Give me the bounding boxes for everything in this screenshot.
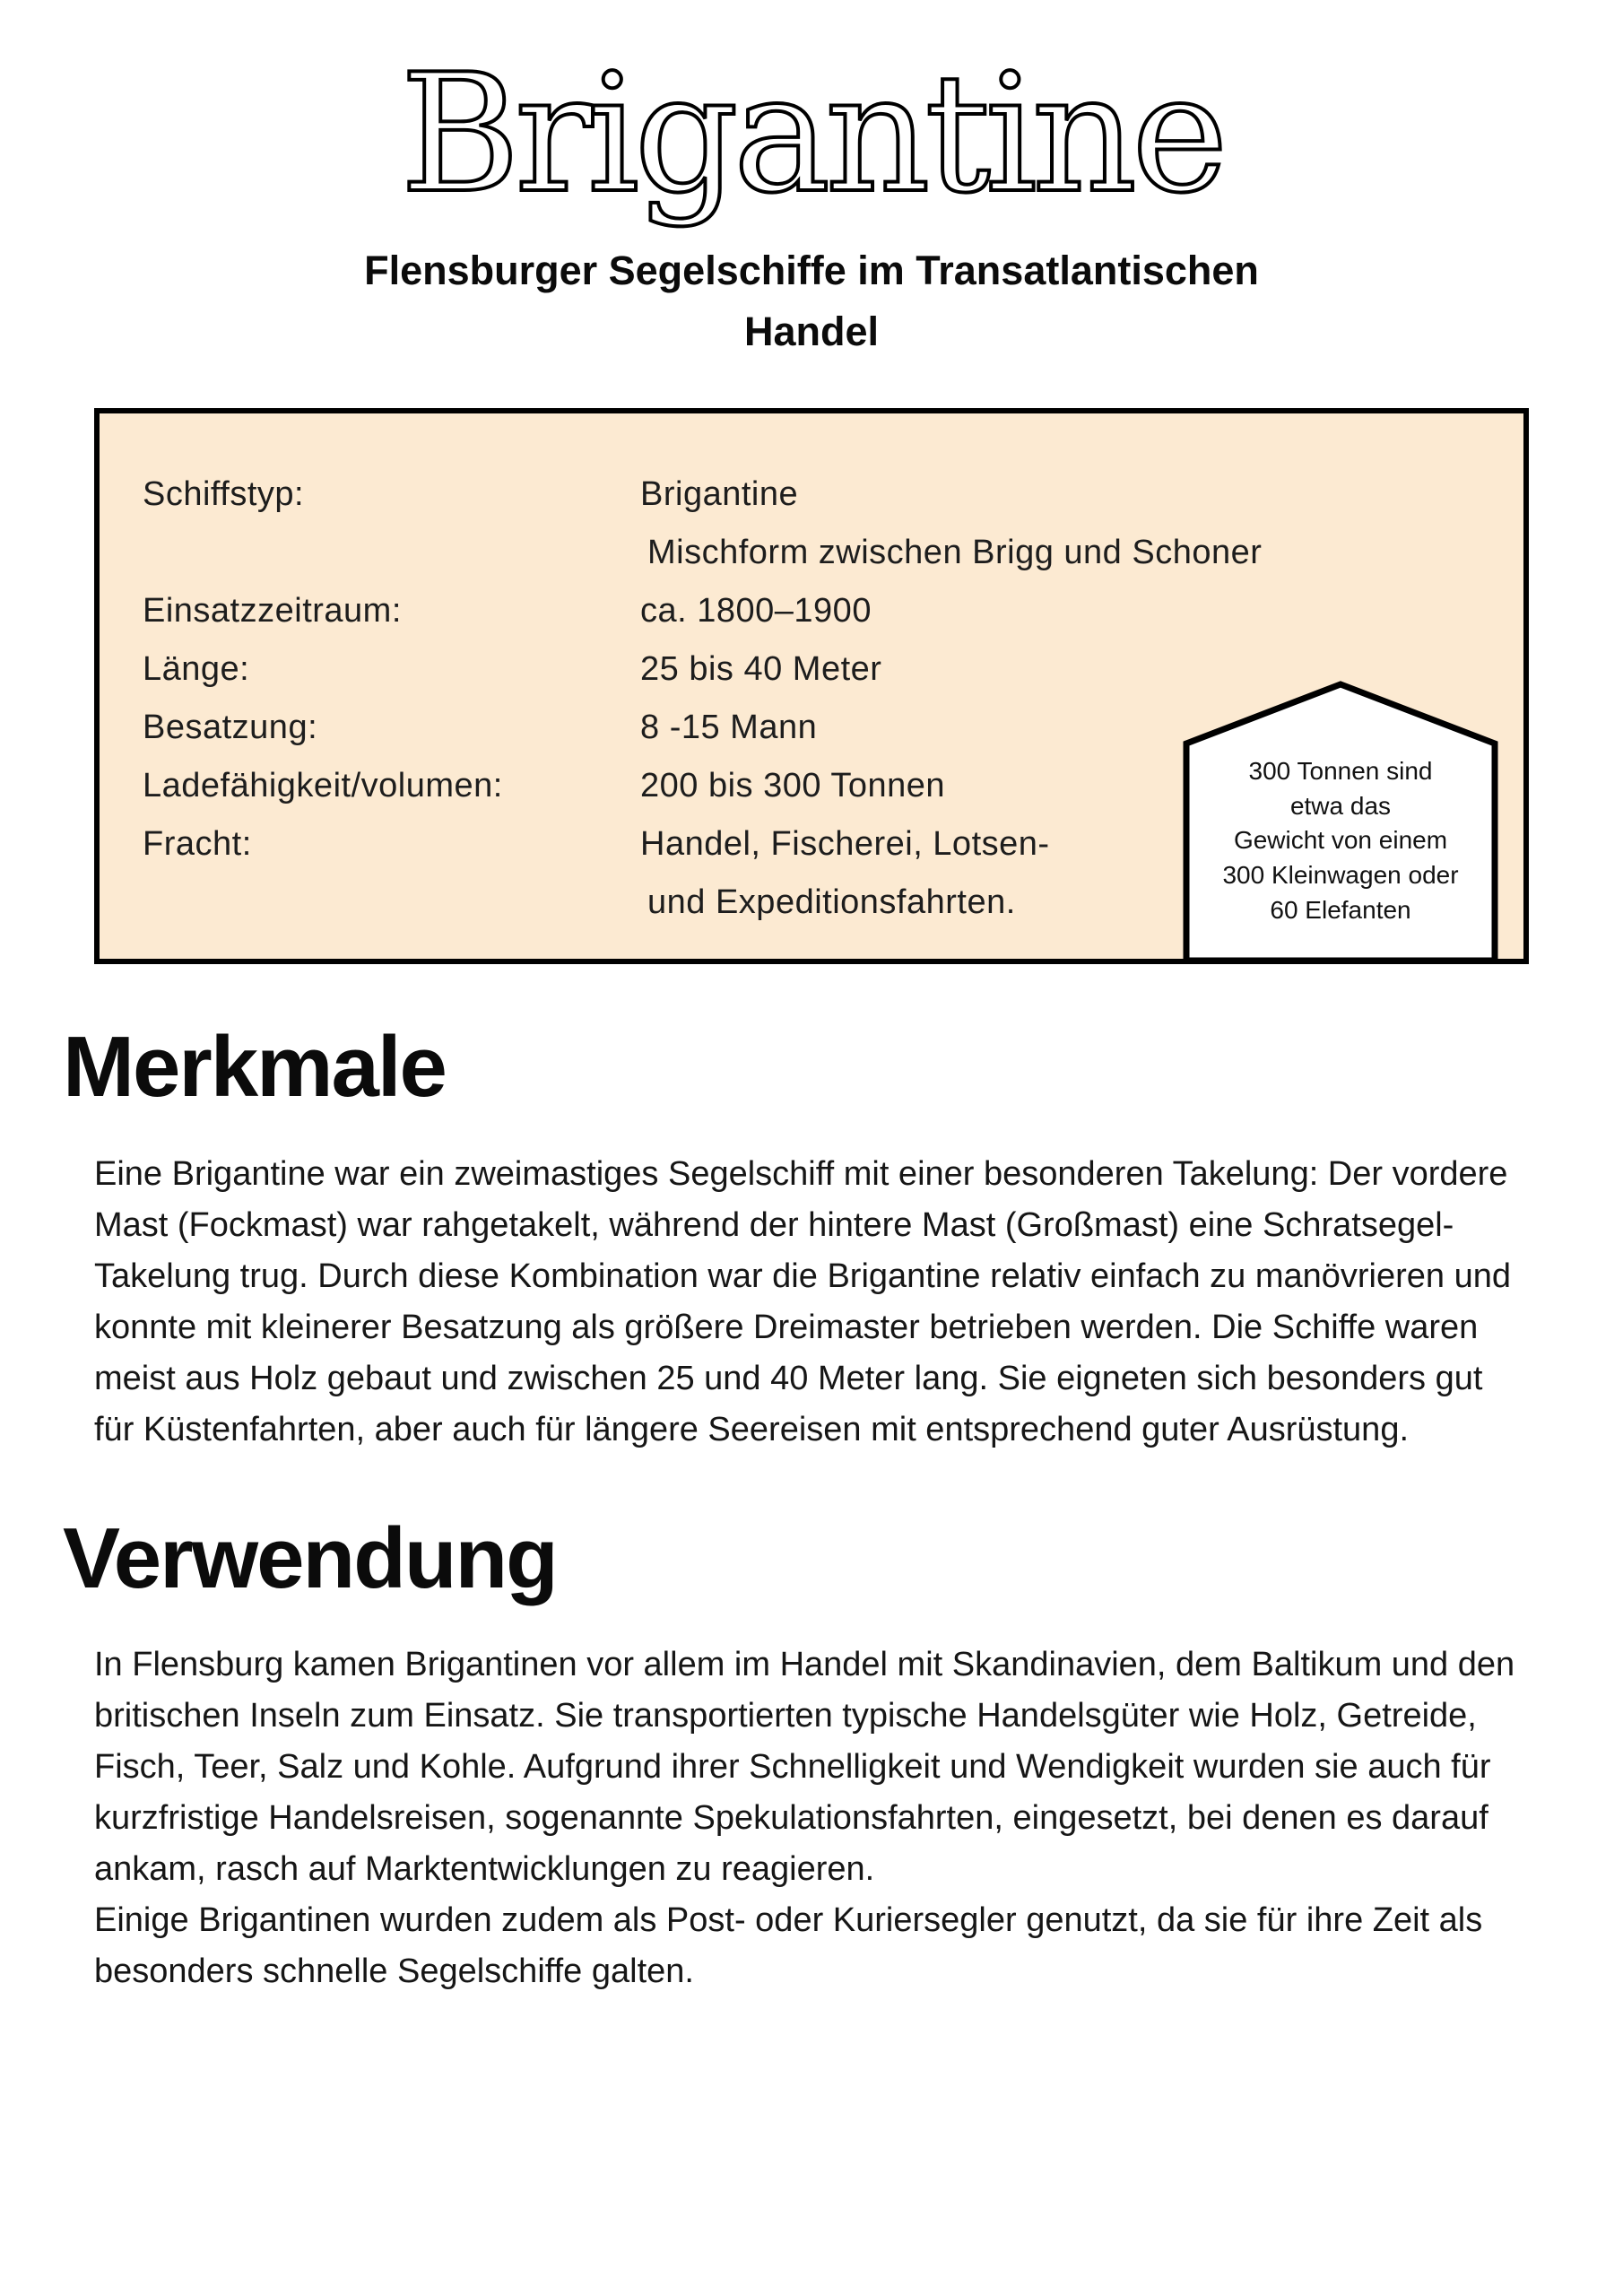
document-header	[0, 0, 1623, 361]
ship-facts-box	[94, 408, 1529, 964]
badge-line: 300 Kleinwagen oder	[1222, 860, 1459, 889]
info-row	[143, 465, 1488, 524]
badge-text	[1183, 754, 1498, 927]
info-value: 8 -15 Mann	[640, 709, 818, 746]
info-value: 25 bis 40 Meter	[640, 650, 882, 688]
badge-line: 60 Elefanten	[1270, 895, 1411, 924]
info-row	[143, 582, 1488, 640]
info-value: und Expeditionsfahrten.	[647, 883, 1016, 921]
section-verwendung-text	[94, 1639, 1529, 1997]
info-value: Brigantine	[640, 475, 799, 513]
info-label: Fracht:	[143, 825, 252, 863]
info-row	[143, 524, 1488, 582]
badge-line: Gewicht von einem	[1233, 826, 1448, 855]
info-value: 200 bis 300 Tonnen	[640, 767, 946, 804]
info-label: Schiffstyp:	[143, 475, 305, 513]
info-label: Ladefähigkeit/volumen:	[143, 767, 503, 804]
tonnage-comparison-badge	[1183, 681, 1498, 964]
info-label: Besatzung:	[143, 709, 318, 746]
page-title: Brigantine	[400, 39, 1223, 229]
section-heading-verwendung: Verwendung	[63, 1509, 557, 1606]
paragraph: In Flensburg kamen Brigantinen vor allem im Handel mit Skandinavien, dem Baltikum und den britischen Inseln zum Einsatz. Sie transportierten typische Handelsgüter wie Holz, Getreide, Fisch, Teer, Salz und Kohle. Aufgrund ihrer Schnelligkeit und Wendigkeit wurden sie auch für kurzfristige Handelsreisen, sogenannte Spekulationsfahrten, eingesetzt, bei denen es darauf ankam, rasch auf Marktentwicklungen zu reagieren.	[94, 1646, 1515, 1889]
info-label: Länge:	[143, 650, 250, 688]
info-value: Mischform zwischen Brigg und Schoner	[647, 534, 1263, 571]
info-value: ca. 1800–1900	[640, 592, 872, 630]
paragraph: Einige Brigantinen wurden zudem als Post- oder Kuriersegler genutzt, da sie für ihre Zeit als besonders schnelle Segelschiffe galten.	[94, 1901, 1483, 1991]
badge-line: etwa das	[1289, 791, 1392, 820]
badge-line: 300 Tonnen sind	[1248, 757, 1433, 785]
page-subtitle: Flensburger Segelschiffe im Transatlantischen Handel	[364, 248, 1259, 354]
info-label: Einsatzzeitraum:	[143, 592, 402, 630]
paragraph: Eine Brigantine war ein zweimastiges Segelschiff mit einer besonderen Takelung: Der vordere Mast (Fockmast) war rahgetakelt, während der hintere Mast (Großmast) eine Schratsegel-Takelung trug. Durch diese Kombination war die Brigantine relativ einfach zu manövrieren und konnte mit kleinerer Besatzung als größere Dreimaster betrieben werden. Die Schiffe waren meist aus Holz gebaut und zwischen 25 und 40 Meter lang. Sie eigneten sich besonders gut für Küstenfahrten, aber auch für längere Seereisen mit entsprechend guter Ausrüstung.	[94, 1154, 1511, 1448]
info-value: Handel, Fischerei, Lotsen-	[640, 825, 1050, 863]
section-merkmale-text	[94, 1149, 1529, 1456]
document-body	[0, 1020, 1623, 1997]
section-heading-merkmale: Merkmale	[63, 1019, 446, 1115]
